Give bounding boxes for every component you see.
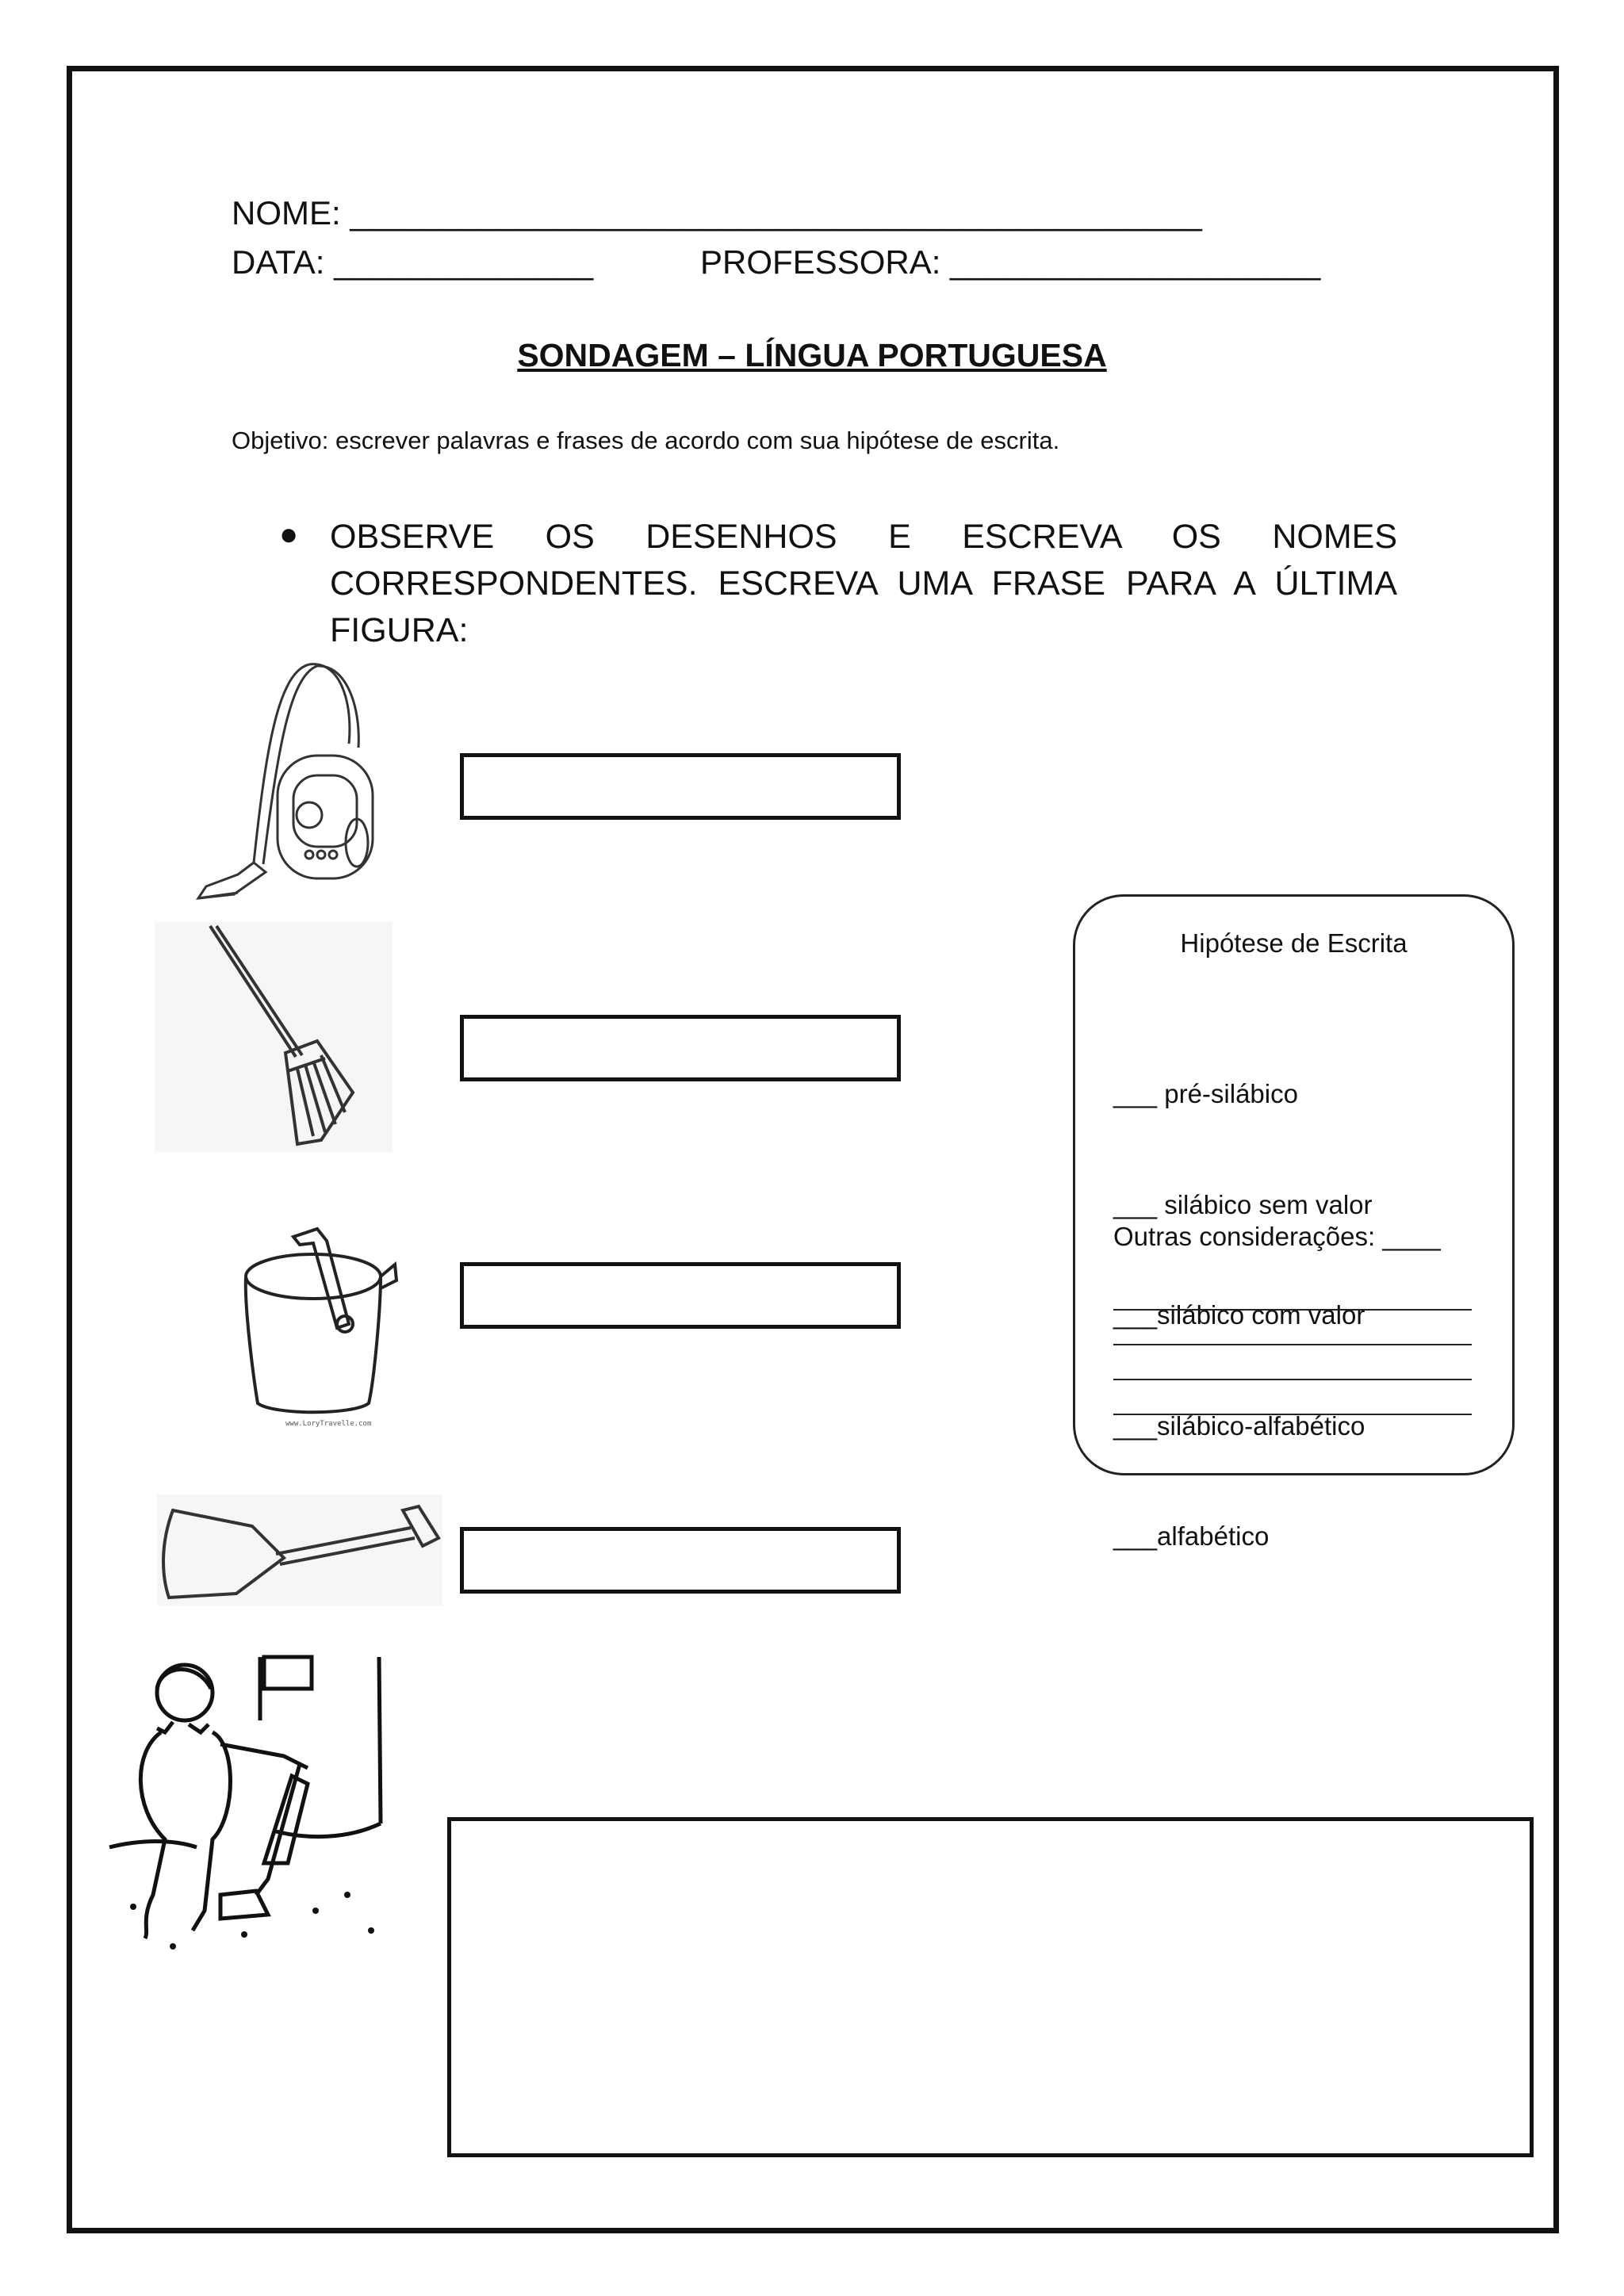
vacuum-cleaner-icon	[190, 656, 396, 910]
answer-box-broom[interactable]	[460, 1015, 901, 1081]
other-considerations-label[interactable]: Outras considerações: ____	[1113, 1222, 1441, 1251]
bullet-icon: ●	[279, 517, 299, 552]
instruction-text: OBSERVE OS DESENHOS E ESCREVA OS NOMES CORRESPONDENTES. ESCREVA UMA FRASE PARA A ÚLTIMA FIGURA:	[330, 518, 1397, 649]
sentence-box[interactable]	[447, 1817, 1534, 2157]
answer-box-bucket[interactable]	[460, 1262, 901, 1329]
teacher-field[interactable]: PROFESSORA: ____________________	[700, 243, 1321, 281]
page-title: SONDAGEM – LÍNGUA PORTUGUESA	[517, 337, 1107, 373]
other-considerations-lines[interactable]	[1113, 1276, 1472, 1415]
writing-line[interactable]	[1113, 1276, 1472, 1311]
hypothesis-title: Hipótese de Escrita	[1180, 928, 1408, 958]
hypothesis-option[interactable]: ___ pré-silábico	[1113, 1079, 1298, 1108]
hypothesis-option[interactable]: ___silábico com valor	[1113, 1300, 1365, 1330]
bucket-icon	[238, 1221, 404, 1427]
objective-text: Objetivo: escrever palavras e frases de acordo com sua hipótese de escrita.	[232, 427, 1060, 454]
hypothesis-option[interactable]: ___ silábico sem valor	[1113, 1189, 1373, 1219]
boy-vacuuming-icon	[109, 1657, 411, 1974]
shovel-icon	[157, 1494, 450, 1613]
bucket-credit: www.LoryTravelle.com	[285, 1420, 372, 1428]
writing-line[interactable]	[1113, 1380, 1472, 1415]
writing-line[interactable]	[1113, 1311, 1472, 1345]
name-field[interactable]: NOME: ______________________________________________	[232, 194, 1202, 232]
hypothesis-option[interactable]: ___alfabético	[1113, 1521, 1270, 1551]
answer-box-shovel[interactable]	[460, 1527, 901, 1594]
hypothesis-option[interactable]: ___silábico-alfabético	[1113, 1410, 1365, 1441]
broom-icon	[155, 922, 400, 1160]
hypothesis-box	[1073, 894, 1515, 1551]
date-field[interactable]: DATA: ______________	[232, 243, 594, 281]
answer-box-vacuum[interactable]	[460, 753, 901, 820]
writing-line[interactable]	[1113, 1345, 1472, 1380]
